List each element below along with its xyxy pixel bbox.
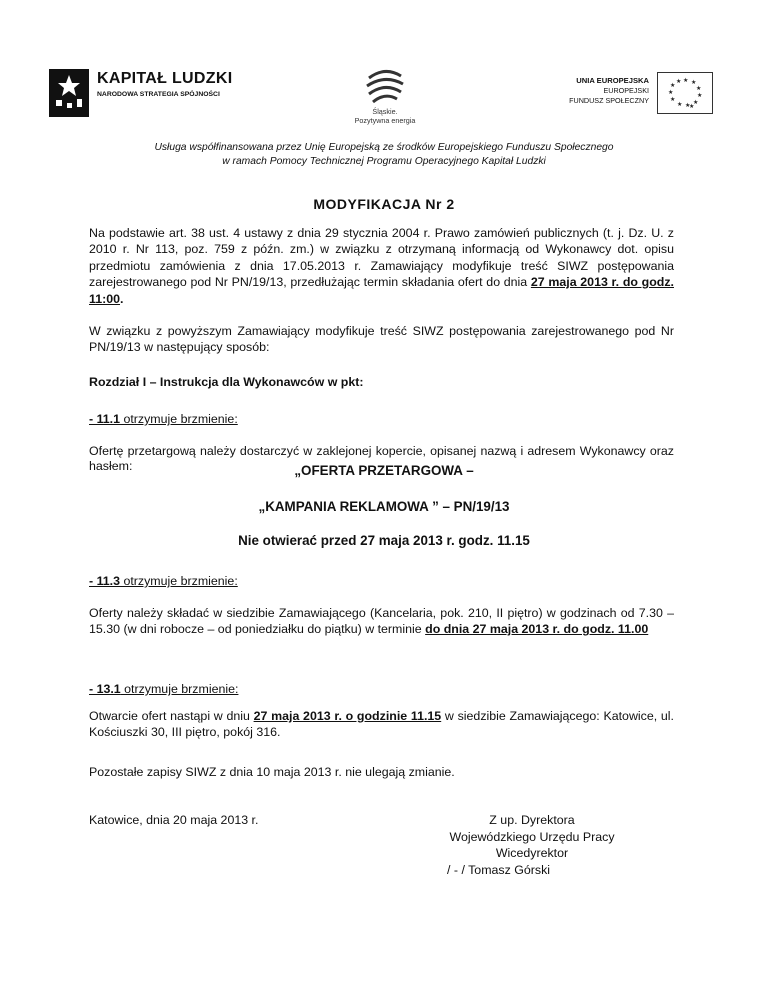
- remaining-note: Pozostałe zapisy SIWZ z dnia 10 maja 2013 r. nie ulegają zmianie.: [89, 765, 455, 779]
- funding-note: [0, 141, 768, 169]
- chapter-heading: Rozdział I – Instrukcja dla Wykonawców w pkt:: [89, 375, 364, 389]
- section-13-1-number: - 13.1: [89, 682, 121, 696]
- slaskie-logo: [345, 68, 425, 128]
- section-11-1-text: Ofertę przetargową należy dostarczyć w zaklejonej kopercie, opisanej nazwą i adresem Wykonawcy oraz hasłem:: [89, 444, 674, 473]
- intro-text: Na podstawie art. 38 ust. 4 ustawy z dnia 29 stycznia 2004 r. Prawo zamówień publicznych (t. j. Dz. U. z 2010 r. Nr 113, poz. 759 z późn. zm.) w związku z otrzymaną informacją od Wykonawcy dot. opisu przedmiotu zamówienia z dnia 17.05.2013 r. Zamawiający modyfikuje treść SIWZ postępowania zarejestrowanego pod Nr PN/19/13, przedłużając termin składania ofert do dnia: [89, 226, 674, 290]
- intro-end: .: [120, 291, 124, 306]
- slaskie-tagline: Pozytywna energia: [354, 116, 416, 125]
- slaskie-name: Śląskie.: [372, 107, 398, 116]
- section-13-1-date: 27 maja 2013 r. o godzinie 11.15: [253, 709, 442, 723]
- eu-text: [569, 76, 649, 106]
- eu-logo: [555, 72, 715, 122]
- svg-text:★: ★: [693, 99, 699, 106]
- modification-paragraph: W związku z powyższym Zamawiający modyfikuje treść SIWZ postępowania zarejestrowanego pod Nr PN/19/13 w następujący sposób:: [89, 324, 674, 355]
- svg-text:★: ★: [670, 96, 676, 103]
- section-11-1-heading: [89, 411, 674, 427]
- svg-text:★: ★: [685, 102, 691, 109]
- eu-line1: UNIA EUROPEJSKA: [576, 76, 649, 85]
- funding-line1: Usługa współfinansowana przez Unię Europejską ze środków Europejskiego Funduszu Społecznego: [154, 142, 614, 153]
- envelope-line3: Nie otwierać przed 27 maja 2013 r. godz. 11.15: [238, 533, 530, 548]
- funding-line2: w ramach Pomocy Technicznej Programu Operacyjnego Kapitał Ludzki: [222, 156, 546, 167]
- section-13-1-label: otrzymuje brzmienie:: [120, 682, 239, 696]
- place-date: Katowice, dnia 20 maja 2013 r.: [89, 813, 259, 827]
- section-13-1-body-b: w siedzibie Zamawiającego: Katowice, ul. Kościuszki 30, III piętro, pokój 316.: [89, 709, 674, 740]
- kapital-ludzki-title: KAPITAŁ LUDZKI: [97, 70, 233, 87]
- slaskie-wave-icon: [363, 68, 407, 106]
- section-11-1-number: - 11.1: [89, 412, 121, 426]
- intro-deadline: 27 maja 2013 r. do godz. 11:00: [89, 275, 674, 306]
- svg-text:★: ★: [697, 92, 703, 99]
- section-11-3-deadline: do dnia 27 maja 2013 r. do godz. 11.00: [425, 622, 649, 637]
- kapital-ludzki-subtitle: NARODOWA STRATEGIA SPÓJNOŚCI: [97, 91, 220, 98]
- envelope-line2: „KAMPANIA REKLAMOWA ” – PN/19/13: [258, 499, 510, 514]
- eu-flag-icon: [657, 72, 713, 114]
- section-13-1-heading: [89, 681, 674, 697]
- svg-text:★: ★: [668, 89, 674, 96]
- svg-text:★: ★: [696, 85, 702, 92]
- svg-text:★: ★: [677, 101, 683, 108]
- signature-line3: Wicedyrektor: [495, 846, 569, 860]
- section-11-1-label: otrzymuje brzmienie:: [120, 412, 238, 426]
- svg-text:★: ★: [670, 82, 676, 89]
- signature-line4: / - / Tomasz Górski: [447, 862, 551, 877]
- section-11-3-label: otrzymuje brzmienie:: [120, 574, 238, 588]
- section-11-3-text: [89, 605, 674, 638]
- eu-line2: EUROPEJSKI: [603, 86, 649, 95]
- document-title: MODYFIKACJA Nr 2: [313, 196, 455, 212]
- svg-text:★: ★: [683, 77, 689, 84]
- eu-line3: FUNDUSZ SPOŁECZNY: [569, 96, 649, 105]
- signature-line1: Z up. Dyrektora: [489, 813, 575, 827]
- section-13-1-text: [89, 708, 674, 741]
- svg-text:★: ★: [689, 103, 695, 110]
- section-11-3-heading: [89, 573, 674, 589]
- svg-text:★: ★: [676, 78, 682, 85]
- svg-text:★: ★: [691, 79, 697, 86]
- kapital-ludzki-logo: [47, 65, 233, 125]
- section-11-3-body: Oferty należy składać w siedzibie Zamawiającego (Kancelaria, pok. 210, II piętro) w godzinach od 7.30 – 15.30 (w dni robocze – od poniedziałku do piątku) w terminie: [89, 606, 674, 637]
- signature-block: [437, 812, 627, 878]
- kapital-ludzki-emblem-icon: [47, 67, 91, 119]
- signature-line2: Wojewódzkiego Urzędu Pracy: [449, 829, 615, 844]
- intro-paragraph: [89, 225, 674, 307]
- section-13-1-body-a: Otwarcie ofert nastąpi w dniu: [89, 709, 254, 723]
- envelope-line1: „OFERTA PRZETARGOWA –: [294, 463, 474, 478]
- section-11-3-number: - 11.3: [89, 574, 121, 588]
